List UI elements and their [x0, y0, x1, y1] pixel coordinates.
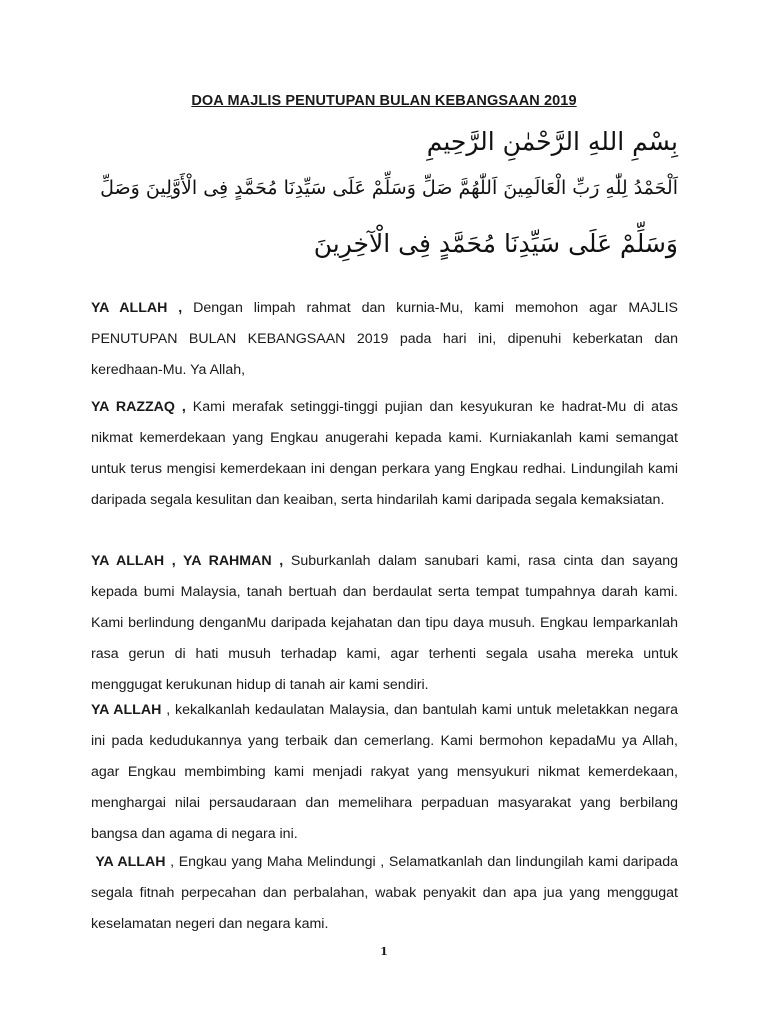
- arabic-salawat-line-2: وَسَلِّمْ عَلَى سَيِّدِنَا مُحَمَّدٍ فِى الْآخِرِينَ: [313, 229, 678, 258]
- paragraph-3: [91, 546, 678, 701]
- paragraph-lead: YA ALLAH ,: [91, 300, 183, 316]
- paragraph-text: , Engkau yang Maha Melindungi , Selamatkanlah dan lindungilah kami daripada segala fitnah perpecahan dan perbalahan, wabak penyakit dan apa jua yang menggugat keselamatan negeri dan negara kami.: [91, 854, 678, 932]
- arabic-salawat-line-1: اَلْحَمْدُ لِلّٰهِ رَبِّ الْعَالَمِينَ اَللّٰهُمَّ صَلِّ وَسَلِّمْ عَلَى سَيِّدِنَا مُحَمَّدٍ فِى الْأَوَّلِينَ وَصَلِّ: [100, 177, 678, 199]
- paragraph-lead: YA ALLAH: [91, 854, 166, 870]
- paragraph-text: , kekalkanlah kedaulatan Malaysia, dan bantulah kami untuk meletakkan negara ini pada kedudukannya yang terbaik dan cemerlang. Kami bermohon kepadaMu ya Allah, agar Engkau membimbing kami menjadi rakyat yang mensyukuri nikmat kemerdekaan, menghargai nilai persaudaraan dan memelihara perpaduan masyarakat yang berbilang bangsa dan agama di negara ini.: [91, 702, 678, 842]
- paragraph-lead: YA ALLAH: [91, 702, 162, 718]
- paragraph-text: Suburkanlah dalam sanubari kami, rasa cinta dan sayang kepada bumi Malaysia, tanah bertuah dan berdaulat serta tempat tumpahnya darah kami. Kami berlindung denganMu daripada kejahatan dan tipu daya musuh. Engkau lemparkanlah rasa gerun di hati musuh terhadap kami, agar terhenti segala usaha mereka untuk menggugat kerukunan hidup di tanah air kami sendiri.: [91, 553, 679, 693]
- paragraph-4: [91, 695, 678, 850]
- paragraph-1: [91, 293, 678, 386]
- document-title: DOA MAJLIS PENUTUPAN BULAN KEBANGSAAN 2019: [191, 93, 577, 109]
- paragraph-lead: YA ALLAH , YA RAHMAN ,: [91, 553, 284, 569]
- paragraph-5: [91, 847, 678, 940]
- paragraph-text: Dengan limpah rahmat dan kurnia-Mu, kami memohon agar MAJLIS PENUTUPAN BULAN KEBANGSAAN 2019 pada hari ini, dipenuhi keberkatan dan keredhaan-Mu. Ya Allah,: [91, 300, 678, 378]
- page-number: 1: [380, 945, 388, 958]
- arabic-basmala: بِسْمِ اللهِ الرَّحْمٰنِ الرَّحِيمِ: [426, 127, 678, 156]
- paragraph-lead: YA RAZZAQ ,: [91, 399, 186, 415]
- paragraph-text: Kami merafak setinggi-tinggi pujian dan kesyukuran ke hadrat-Mu di atas nikmat kemerdekaan yang Engkau anugerahi kepada kami. Kurniakanlah kami semangat untuk terus mengisi kemerdekaan ini dengan perkara yang Engkau redhai. Lindungilah kami daripada segala kesulitan dan keaiban, serta hindarilah kami daripada segala kemaksiatan.: [91, 399, 678, 508]
- paragraph-2: [91, 392, 678, 516]
